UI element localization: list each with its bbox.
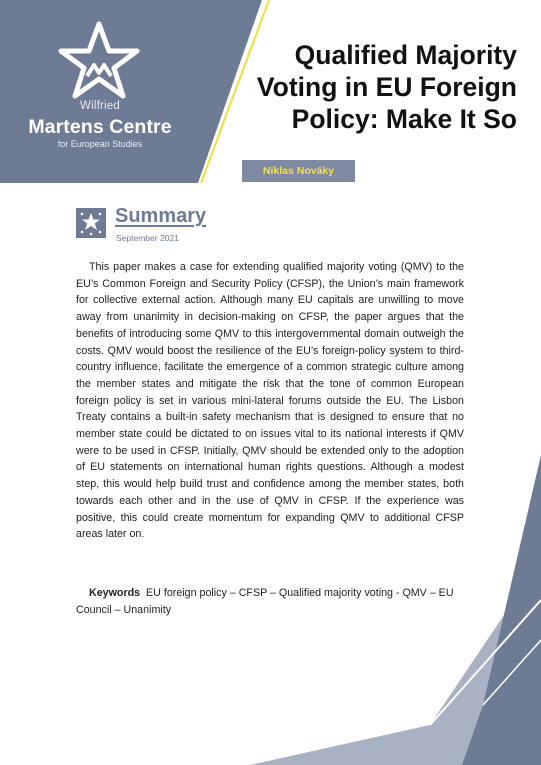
document-title: Qualified Majority Voting in EU Foreign Policy: Make It So [256,40,517,134]
summary-body: This paper makes a case for extending qualified majority voting (QMV) to the EU’s Common Foreign and Security Policy (CFSP), the Union’s main framework for collective external action. Although many EU capitals are unwilling to move away from unanimity in decision-making on CFSP, the paper argues that the benefits of introducing some QMV to this intergovernmental domain outweigh the costs. QMV would boost the resilience of the EU’s foreign-policy system to third-country influence, facilitate the emergence of a common strategic culture among the member states and mitigate the risk that the tone of common European foreign policy is set in various mini-lateral forums outside the EU. The Lisbon Treaty contains a built-in safety mechanism that is designed to ensure that no member state could be dictated to on issues vital to its national interests if QMV were to be used in CFSP. Initially, QMV should be extended only to the adoption of EU statements on international human rights questions. Although a modest step, this would help build trust and confidence among the member states, both towards each other and in the use of QMV in CFSP. If the experience was positive, this could create momentum for expanding QMV to additional CFSP areas later on. [76,261,464,541]
summary-heading: Summary [115,205,207,227]
summary-emblem-icon [76,208,106,238]
logo-text-subtitle: for European Studies [57,139,143,149]
summary-date: September 2021 [116,233,179,243]
author-badge: Niklas Nováky [242,160,355,182]
keywords-text: EU foreign policy – CFSP – Qualified majority voting - QMV – EU Council – Unanimity [76,587,454,616]
logo-text-wilfried: Wilfried [80,100,120,112]
keywords-label: Keywords [89,587,141,599]
star-logo-icon [58,21,140,99]
keywords-block [76,585,464,618]
logo-text-martens-centre: Martens Centre [28,116,172,138]
